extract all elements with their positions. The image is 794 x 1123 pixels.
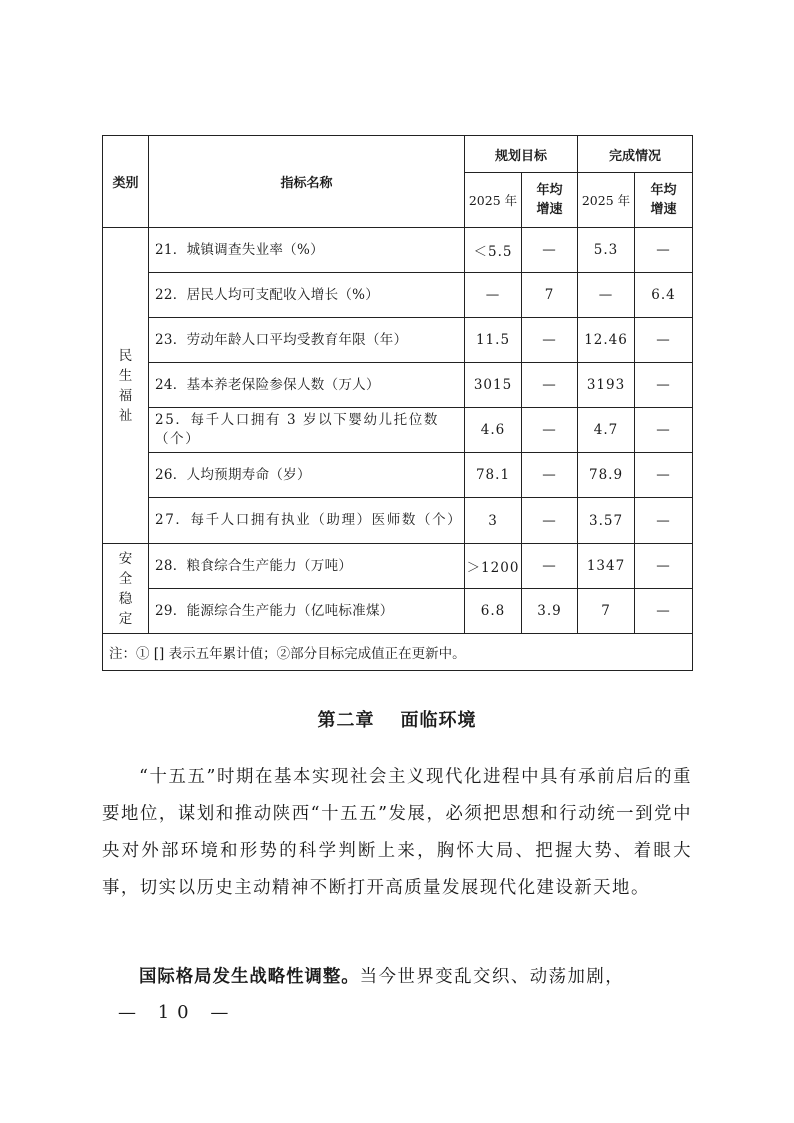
paragraph-lead: 国际格局发生战略性调整。	[139, 967, 360, 987]
header-plan-growth-text: 年均增速	[536, 183, 563, 217]
category-char: 安	[118, 550, 133, 567]
actual-2025-value: 7	[578, 589, 635, 634]
actual-2025-value: 3.57	[578, 498, 635, 544]
chapter-heading	[0, 706, 794, 732]
indicator-name: 27．每千人口拥有执业（助理）医师数（个）	[149, 498, 465, 544]
plan-growth-value: —	[522, 453, 578, 498]
plan-growth-value: 3.9	[522, 589, 578, 634]
table-header-row	[103, 136, 693, 173]
indicator-table	[102, 135, 693, 671]
category-char: 定	[118, 610, 133, 627]
plan-2025-value: ＞1200	[465, 544, 522, 589]
plan-growth-value: —	[522, 363, 578, 408]
actual-growth-value: 6.4	[635, 273, 693, 318]
actual-2025-value: —	[578, 273, 635, 318]
actual-2025-value: 12.46	[578, 318, 635, 363]
category-char: 生	[118, 367, 133, 384]
table-row	[103, 273, 693, 318]
header-actual-growth-text: 年均增速	[650, 183, 677, 217]
header-indicator: 指标名称	[149, 136, 465, 228]
indicator-name: 25．每千人口拥有 3 岁以下婴幼儿托位数（个）	[149, 408, 465, 453]
page-number: — 10 —	[118, 1002, 237, 1023]
actual-growth-value: —	[635, 589, 693, 634]
plan-growth-value: —	[522, 498, 578, 544]
category-anquan	[103, 544, 149, 634]
indicator-name: 29．能源综合生产能力（亿吨标准煤）	[149, 589, 465, 634]
chapter-number: 第二章	[317, 710, 375, 731]
actual-growth-value: —	[635, 498, 693, 544]
category-char: 祉	[118, 407, 133, 424]
category-minsheng	[103, 228, 149, 544]
actual-growth-value: —	[635, 408, 693, 453]
header-plan-target: 规划目标	[465, 136, 578, 173]
actual-growth-value: —	[635, 228, 693, 273]
table-row	[103, 408, 693, 453]
actual-growth-value: —	[635, 544, 693, 589]
plan-2025-value: 3	[465, 498, 522, 544]
body-paragraph-2	[102, 959, 692, 996]
plan-2025-value: 11.5	[465, 318, 522, 363]
plan-growth-value: —	[522, 228, 578, 273]
indicator-name: 22．居民人均可支配收入增长（%）	[149, 273, 465, 318]
actual-2025-value: 5.3	[578, 228, 635, 273]
table-row	[103, 498, 693, 544]
header-category: 类别	[103, 136, 149, 228]
plan-2025-value: 78.1	[465, 453, 522, 498]
category-char: 全	[118, 570, 133, 587]
category-char: 稳	[118, 590, 133, 607]
plan-2025-value: 4.6	[465, 408, 522, 453]
table-row	[103, 589, 693, 634]
plan-2025-value: 3015	[465, 363, 522, 408]
table-row	[103, 453, 693, 498]
actual-2025-value: 1347	[578, 544, 635, 589]
header-actual-year: 2025 年	[578, 173, 635, 228]
indicator-name: 26．人均预期寿命（岁）	[149, 453, 465, 498]
header-actual-growth	[635, 173, 693, 228]
table-row	[103, 544, 693, 589]
plan-2025-value: 6.8	[465, 589, 522, 634]
plan-2025-value: —	[465, 273, 522, 318]
table-note: 注：① [] 表示五年累计值；②部分目标完成值正在更新中。	[103, 634, 693, 671]
category-char: 福	[118, 387, 133, 404]
header-plan-growth	[522, 173, 578, 228]
plan-growth-value: —	[522, 408, 578, 453]
header-actual: 完成情况	[578, 136, 693, 173]
plan-2025-value: ＜5.5	[465, 228, 522, 273]
indicator-name: 21．城镇调查失业率（%）	[149, 228, 465, 273]
actual-2025-value: 78.9	[578, 453, 635, 498]
actual-growth-value: —	[635, 318, 693, 363]
plan-growth-value: 7	[522, 273, 578, 318]
actual-growth-value: —	[635, 453, 693, 498]
header-plan-year: 2025 年	[465, 173, 522, 228]
indicator-name: 23．劳动年龄人口平均受教育年限（年）	[149, 318, 465, 363]
chapter-title: 面临环境	[400, 710, 477, 731]
table-row	[103, 228, 693, 273]
actual-growth-value: —	[635, 363, 693, 408]
category-char: 民	[118, 347, 133, 364]
actual-2025-value: 4.7	[578, 408, 635, 453]
plan-growth-value: —	[522, 318, 578, 363]
indicator-name: 28．粮食综合生产能力（万吨）	[149, 544, 465, 589]
body-paragraph: “十五五”时期在基本实现社会主义现代化进程中具有承前启后的重要地位，谋划和推动陕西“十五五”发展，必须把思想和行动统一到党中央对外部环境和形势的科学判断上来，胸怀大局、把握大势、着眼大事，切实以历史主动精神不断打开高质量发展现代化建设新天地。	[102, 767, 692, 898]
plan-growth-value: —	[522, 544, 578, 589]
table-row	[103, 363, 693, 408]
table-row	[103, 318, 693, 363]
indicator-name: 24．基本养老保险参保人数（万人）	[149, 363, 465, 408]
actual-2025-value: 3193	[578, 363, 635, 408]
table-note-row	[103, 634, 693, 671]
paragraph-text: 当今世界变乱交织、动荡加剧，	[359, 967, 625, 987]
